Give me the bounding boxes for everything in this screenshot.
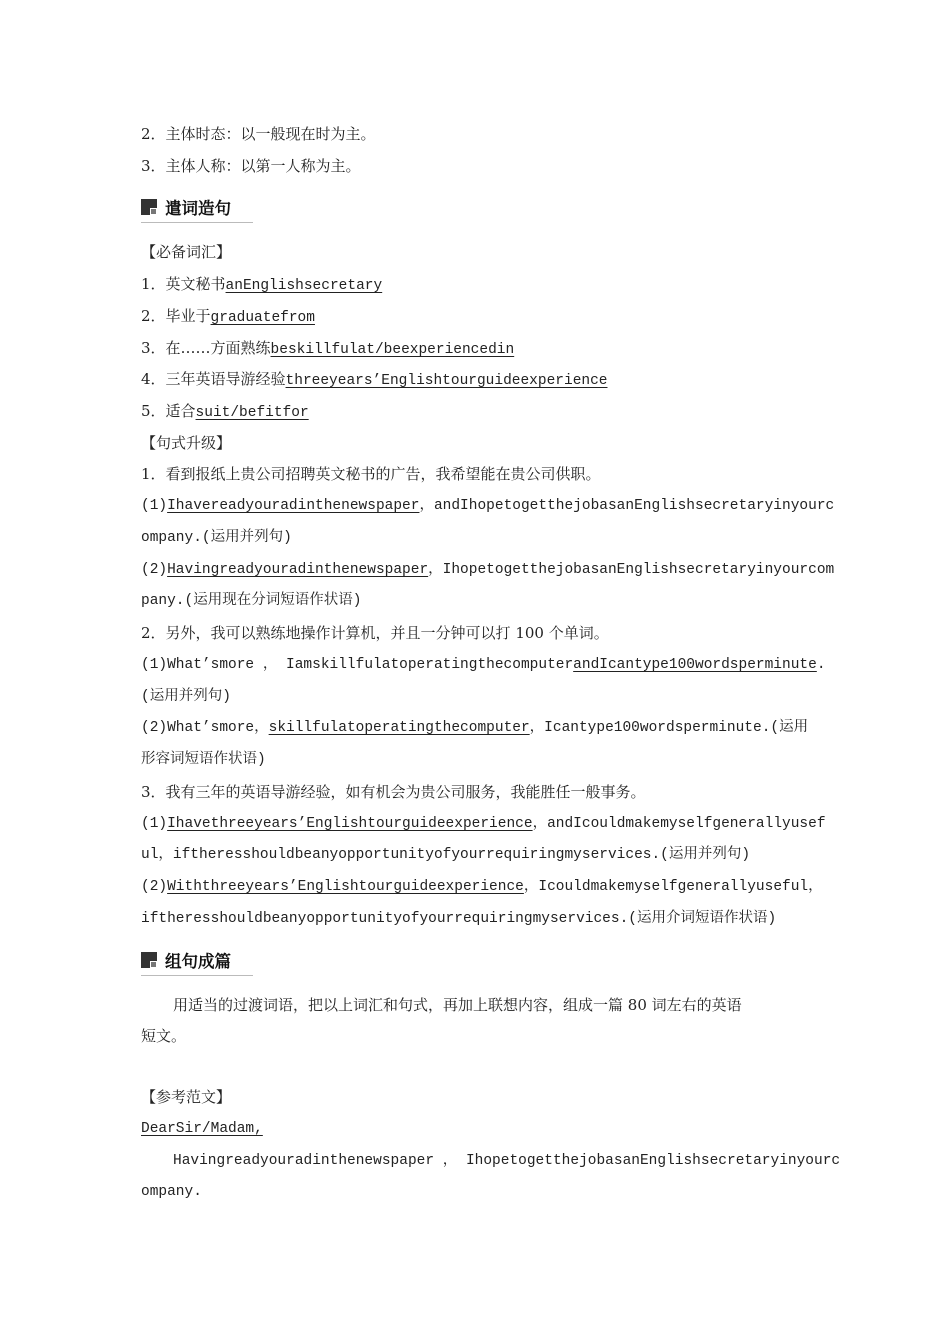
- answer-3a-cont: ul，iftheresshouldbeanyopportunityofyourrequiringmyservices.(运用并列句): [141, 847, 751, 863]
- text-span: .: [816, 657, 826, 673]
- section-marker-icon: [141, 952, 157, 968]
- text-span: Havingreadyouradinthenewspaper: [167, 562, 429, 578]
- vocab-en: anEnglishsecretary: [225, 278, 383, 294]
- text-span: (1): [141, 816, 168, 832]
- essay-line-2: ompany.: [141, 1184, 202, 1200]
- answer-3b-cont: iftheresshouldbeanyopportunityofyourrequiringmyservices.(运用介词短语作状语): [141, 911, 777, 927]
- text-span: Withthreeyears’Englishtourguideexperience: [167, 879, 524, 895]
- intro-line-2: 2．主体时态：以一般现在时为主。: [141, 125, 376, 143]
- text-span: (2)What’smore，: [141, 720, 269, 736]
- vocab-en: graduatefrom: [210, 310, 315, 326]
- vocab-item: [141, 337, 813, 361]
- text-span: DearSir/Madam,: [141, 1121, 263, 1137]
- text-span: ，Icantype100wordsperminute.(运用: [529, 720, 809, 736]
- text-span: ，andIhopetogetthejobasanEnglishsecretaryinyourc: [419, 498, 835, 514]
- text-span: (2): [141, 879, 168, 895]
- text-span: (1): [141, 498, 168, 514]
- answer-3a: [141, 813, 826, 835]
- text-span: (2): [141, 562, 168, 578]
- instruction-line-2: 短文。: [141, 1027, 187, 1045]
- vocab-en: suit/befitfor: [195, 405, 309, 421]
- text-span: ，andIcouldmakemyselfgenerallyusef: [532, 816, 826, 832]
- vocab-item: [141, 400, 813, 424]
- vocab-cn: 5．适合: [141, 402, 196, 420]
- text-span: ，Icouldmakemyselfgenerallyuseful，: [523, 879, 823, 895]
- section-heading-vocab: [141, 194, 253, 223]
- text-span: andIcantype100wordsperminute: [573, 657, 817, 673]
- question-1: 1．看到报纸上贵公司招聘英文秘书的广告，我希望能在贵公司供职。: [141, 465, 601, 483]
- text-span: Ihavethreeyears’Englishtourguideexperience: [167, 816, 533, 832]
- vocab-label: 【必备词汇】: [141, 243, 232, 261]
- answer-1b: [141, 559, 835, 581]
- vocab-en: threeyears’Englishtourguideexperience: [285, 373, 608, 389]
- answer-2b-cont: 形容词短语作状语): [141, 752, 266, 768]
- text-span: (1)What’smore ， Iamskillfulatoperatingthecomputer: [141, 657, 574, 673]
- section-title: 遣词造句: [165, 199, 231, 218]
- text-span: skillfulatoperatingthecomputer: [268, 720, 530, 736]
- answer-1b-cont: pany.(运用现在分词短语作状语): [141, 593, 362, 609]
- answer-2a: [141, 654, 826, 676]
- vocab-cn: 3．在……方面熟练: [141, 339, 271, 357]
- salutation: [141, 1118, 813, 1140]
- section-heading-compose: [141, 947, 253, 976]
- question-2: 2．另外，我可以熟练地操作计算机，并且一分钟可以打 100 个单词。: [141, 624, 609, 642]
- reference-label: 【参考范文】: [141, 1088, 232, 1106]
- answer-2b: [141, 717, 813, 739]
- question-3: 3．我有三年的英语导游经验，如有机会为贵公司服务，我能胜任一般事务。: [141, 783, 646, 801]
- section-title: 组句成篇: [165, 952, 231, 971]
- text-span: Ihavereadyouradinthenewspaper: [167, 498, 420, 514]
- instruction-line-1: 用适当的过渡词语，把以上词汇和句式，再加上联想内容，组成一篇 80 词左右的英语: [173, 996, 742, 1014]
- vocab-cn: 4．三年英语导游经验: [141, 370, 286, 388]
- answer-1a: [141, 495, 835, 517]
- answer-3b: [141, 876, 823, 898]
- answer-2a-cont: (运用并列句): [141, 689, 231, 705]
- section-marker-icon: [141, 199, 157, 215]
- intro-line-3: 3．主体人称：以第一人称为主。: [141, 157, 361, 175]
- vocab-item: [141, 273, 813, 297]
- vocab-item: [141, 368, 813, 392]
- sentence-label: 【句式升级】: [141, 434, 232, 452]
- vocab-en: beskillfulat/beexperiencedin: [270, 342, 515, 358]
- answer-1a-cont: ompany.(运用并列句): [141, 530, 292, 546]
- vocab-item: [141, 305, 813, 329]
- essay-line-1: Havingreadyouradinthenewspaper ， IhopetogetthejobasanEnglishsecretaryinyourc: [173, 1153, 841, 1169]
- text-span: ，IhopetogetthejobasanEnglishsecretaryinyourcom: [428, 562, 835, 578]
- vocab-cn: 2．毕业于: [141, 307, 211, 325]
- vocab-cn: 1．英文秘书: [141, 275, 226, 293]
